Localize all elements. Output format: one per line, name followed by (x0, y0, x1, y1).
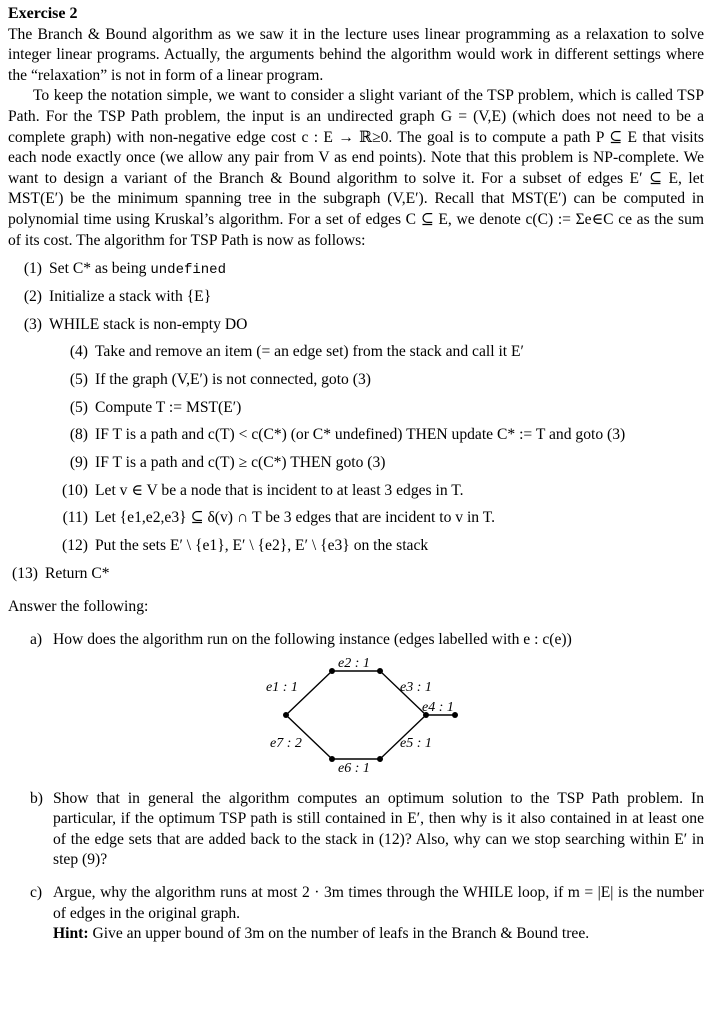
exercise-page (8, 4, 704, 945)
label-e6: e6 : 1 (338, 760, 370, 776)
node (377, 668, 383, 674)
step-11: (11) Let {e1,e2,e3} ⊆ δ(v) ∩ T be 3 edges that are incident to v in T. (62, 509, 495, 527)
step-5b: (5) Compute T := MST(E′) (69, 398, 242, 416)
instance-graph (8, 655, 704, 777)
step-13: (13) Return C* (12, 564, 110, 582)
hint-label: Hint: (53, 925, 89, 943)
label-e1: e1 : 1 (266, 679, 298, 695)
question-c: c) Argue, why the algorithm runs at most 2 · 3m times through the WHILE loop, if m = |E| is the number of edges in the original graph. Hint: Give an upper bound of 3m on the number of leafs in the Branch & Bound tree. (30, 883, 704, 943)
hint-text: Give an upper bound of 3m on the number of leafs in the Branch & Bound tree. (92, 925, 590, 943)
label-e2: e2 : 1 (338, 655, 370, 671)
node (377, 756, 383, 762)
step-1: (1) Set C* as being undefined (23, 260, 226, 279)
step-12: (12) Put the sets E′ \ {e1}, E′ \ {e2}, E′ \ {e3} on the stack (62, 537, 429, 554)
step-4: (4) Take and remove an item (= an edge set) from the stack and call it E′ (69, 343, 524, 361)
problem-paragraph: To keep the notation simple, we want to consider a slight variant of the TSP problem, which is called TSP Path. For the TSP Path problem, the input is an undirected graph G = (V,E) (which does not need to be a complete graph) with non-negative edge cost c : E → ℝ≥0. The goal is to compute a path P ⊆ E that visits each node exactly once (we allow any pair from V as end points). Note that this problem is NP-complete. We want to design a variant of the Branch & Bound algorithm to solve it. For a subset of edges E′ ⊆ E, let MST(E′) be the minimum spanning tree in the subgraph (V,E′). Recall that MST(E′) can be computed in polynomial time using Kruskal’s algorithm. For a set of edges C ⊆ E, we denote c(C) := Σe∈C ce as the sum of its cost. The algorithm for TSP Path is now as follows: (8, 87, 704, 249)
exercise-title: Exercise 2 (8, 5, 78, 22)
step-10: (10) Let v ∈ V be a node that is incident to at least 3 edges in T. (62, 481, 464, 499)
answer-lead: Answer the following: (8, 598, 149, 616)
node (283, 712, 289, 718)
intro-paragraph: The Branch & Bound algorithm as we saw it in the lecture uses linear programming as a relaxation to solve integer linear programs. Actually, the arguments behind the algorithm would work in different settings where the “relaxation” is not in form of a linear program. (8, 25, 704, 84)
step-5a: (5) If the graph (V,E′) is not connected, goto (3) (69, 370, 371, 388)
algorithm-steps (8, 259, 704, 591)
step-8: (8) IF T is a path and c(T) < c(C*) (or C* undefined) THEN update C* := T and goto (3) (69, 426, 626, 444)
label-e3: e3 : 1 (400, 679, 432, 695)
step-9: (9) IF T is a path and c(T) ≥ c(C*) THEN goto (3) (69, 453, 386, 471)
node (329, 668, 335, 674)
step-2: (2) Initialize a stack with {E} (23, 287, 212, 305)
label-e5: e5 : 1 (400, 735, 432, 751)
question-b: b) Show that in general the algorithm computes an optimum solution to the TSP Path problem. In particular, if the optimum TSP path is still contained in E′, then why is it also contained in at least one of the edge sets that are added back to the stack in (12)? Also, why can we stop searching within E′ in step (9)? (30, 789, 704, 869)
label-e7: e7 : 2 (270, 735, 302, 751)
label-e4: e4 : 1 (422, 699, 454, 715)
question-a: a) How does the algorithm run on the following instance (edges labelled with e : c(e)) (30, 630, 572, 648)
node (329, 756, 335, 762)
graph-svg (8, 655, 704, 777)
step-3: (3) WHILE stack is non-empty DO (23, 315, 248, 333)
